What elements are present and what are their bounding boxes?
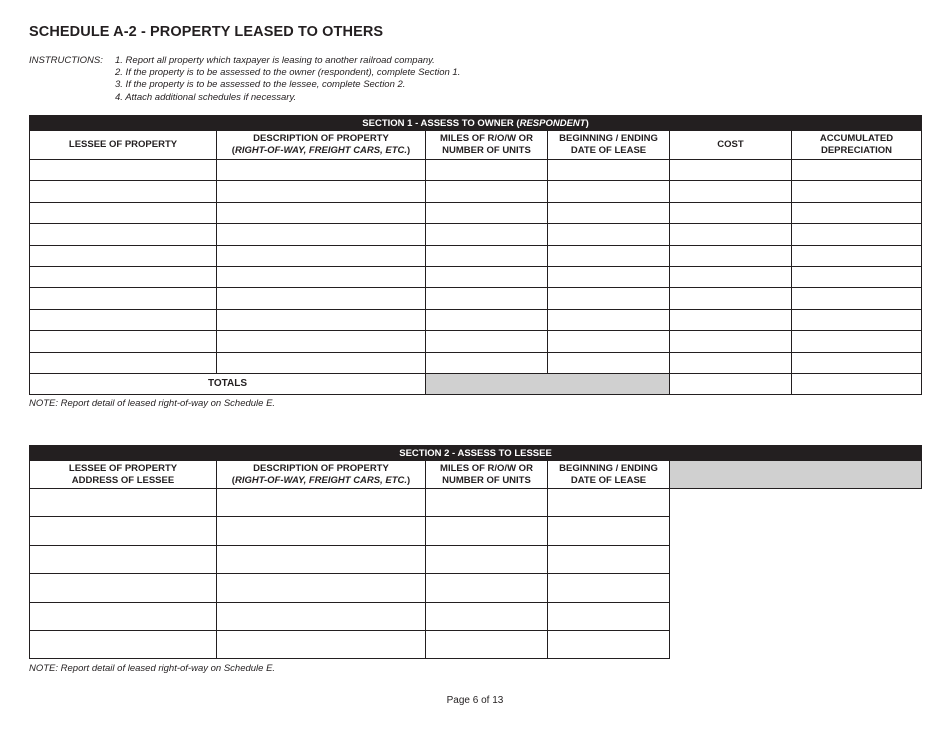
lessee-cell[interactable] [30,224,217,245]
table-row [30,266,922,287]
cost-cell[interactable] [670,288,792,309]
table-row [30,574,922,602]
table-row [30,288,922,309]
miles-cell[interactable] [426,202,548,223]
table-row [30,181,922,202]
lease-date-cell[interactable] [548,574,670,602]
depreciation-cell[interactable] [792,331,922,352]
description-cell[interactable] [217,266,426,287]
depreciation-cell[interactable] [792,202,922,223]
cost-cell[interactable] [670,309,792,330]
description-cell[interactable] [217,574,426,602]
miles-cell[interactable] [426,160,548,181]
description-cell[interactable] [217,517,426,545]
lessee-address-cell[interactable] [30,517,217,545]
instructions-list [115,55,460,104]
col-lease-date-header: BEGINNING / ENDING DATE OF LEASE [548,131,670,160]
section-2-note: NOTE: Report detail of leased right-of-way on Schedule E. [29,663,276,674]
lessee-address-cell[interactable] [30,489,217,517]
section-2-table [29,445,922,659]
description-cell[interactable] [217,181,426,202]
description-cell[interactable] [217,602,426,630]
cost-cell[interactable] [670,245,792,266]
description-cell[interactable] [217,202,426,223]
lessee-address-cell[interactable] [30,574,217,602]
instruction-item: 4. Attach additional schedules if necessary. [115,91,297,103]
lease-date-cell[interactable] [548,181,670,202]
miles-cell[interactable] [426,181,548,202]
miles-cell[interactable] [426,224,548,245]
miles-cell[interactable] [426,288,548,309]
lease-date-cell[interactable] [548,517,670,545]
depreciation-cell[interactable] [792,288,922,309]
lease-date-cell[interactable] [548,224,670,245]
description-cell[interactable] [217,352,426,373]
col-miles-header: MILES OF R/O/W OR NUMBER OF UNITS [426,131,548,160]
section-1-note: NOTE: Report detail of leased right-of-way on Schedule E. [29,398,276,409]
lessee-cell[interactable] [30,288,217,309]
miles-cell[interactable] [426,309,548,330]
cost-cell[interactable] [670,266,792,287]
section-1-title: SECTION 1 - ASSESS TO OWNER (RESPONDENT) [30,116,922,131]
cost-cell[interactable] [670,181,792,202]
table-row [30,545,922,573]
table-row [30,489,922,517]
shaded-area [670,461,922,489]
lease-date-cell[interactable] [548,630,670,658]
section-2-title: SECTION 2 - ASSESS TO LESSEE [30,446,922,461]
lease-date-cell[interactable] [548,545,670,573]
col-depreciation-header: ACCUMULATED DEPRECIATION [792,131,922,160]
table-row [30,202,922,223]
cost-total-cell[interactable] [670,373,792,394]
totals-shaded-cell [426,373,670,394]
description-cell[interactable] [217,489,426,517]
depreciation-cell[interactable] [792,224,922,245]
lease-date-cell[interactable] [548,160,670,181]
col-description-header: DESCRIPTION OF PROPERTY (RIGHT-OF-WAY, FREIGHT CARS, ETC.) [217,131,426,160]
totals-label: TOTALS [30,373,426,394]
lease-date-cell[interactable] [548,309,670,330]
depreciation-cell[interactable] [792,309,922,330]
totals-row [30,373,922,394]
lease-date-cell[interactable] [548,602,670,630]
table-row [30,602,922,630]
depreciation-cell[interactable] [792,266,922,287]
description-cell[interactable] [217,245,426,266]
col-miles-header: MILES OF R/O/W OR NUMBER OF UNITS [426,461,548,489]
page-number: Page 6 of 13 [446,695,504,706]
lease-date-cell[interactable] [548,202,670,223]
lessee-address-cell[interactable] [30,545,217,573]
lessee-cell[interactable] [30,309,217,330]
schedule-title: SCHEDULE A-2 - PROPERTY LEASED TO OTHERS [29,24,384,40]
depreciation-cell[interactable] [792,181,922,202]
depreciation-cell[interactable] [792,352,922,373]
miles-cell[interactable] [426,331,548,352]
instruction-item: 1. Report all property which taxpayer is leasing to another railroad company. [115,55,435,66]
lease-date-cell[interactable] [548,489,670,517]
col-cost-header: COST [670,131,792,160]
table-row [30,245,922,266]
lease-date-cell[interactable] [548,245,670,266]
miles-cell[interactable] [426,545,548,573]
depreciation-cell[interactable] [792,160,922,181]
lessee-cell[interactable] [30,245,217,266]
miles-cell[interactable] [426,517,548,545]
lessee-cell[interactable] [30,202,217,223]
instruction-item: 2. If the property is to be assessed to the owner (respondent), complete Section 1. [115,67,461,79]
miles-cell[interactable] [426,266,548,287]
col-lease-date-header: BEGINNING / ENDING DATE OF LEASE [548,461,670,489]
miles-cell[interactable] [426,602,548,630]
cost-cell[interactable] [670,202,792,223]
instructions-label: INSTRUCTIONS: [29,55,103,66]
table-row [30,352,922,373]
miles-cell[interactable] [426,245,548,266]
table-row [30,160,922,181]
lessee-cell[interactable] [30,181,217,202]
table-row [30,517,922,545]
description-cell[interactable] [217,331,426,352]
instruction-item: 3. If the property is to be assessed to the lessee, complete Section 2. [115,79,406,91]
description-cell[interactable] [217,160,426,181]
table-row [30,309,922,330]
depreciation-total-cell[interactable] [792,373,922,394]
lease-date-cell[interactable] [548,288,670,309]
description-cell[interactable] [217,224,426,245]
lessee-cell[interactable] [30,352,217,373]
miles-cell[interactable] [426,489,548,517]
cost-cell[interactable] [670,160,792,181]
lessee-cell[interactable] [30,160,217,181]
col-description-header: DESCRIPTION OF PROPERTY (RIGHT-OF-WAY, FREIGHT CARS, ETC.) [217,461,426,489]
table-row [30,331,922,352]
depreciation-cell[interactable] [792,245,922,266]
description-cell[interactable] [217,545,426,573]
cost-cell[interactable] [670,224,792,245]
lessee-address-cell[interactable] [30,630,217,658]
lessee-cell[interactable] [30,331,217,352]
description-cell[interactable] [217,630,426,658]
miles-cell[interactable] [426,630,548,658]
cost-cell[interactable] [670,331,792,352]
col-lessee-header: LESSEE OF PROPERTY [30,131,217,160]
lessee-address-cell[interactable] [30,602,217,630]
lease-date-cell[interactable] [548,331,670,352]
description-cell[interactable] [217,309,426,330]
miles-cell[interactable] [426,352,548,373]
miles-cell[interactable] [426,574,548,602]
col-lessee-address-header: LESSEE OF PROPERTY ADDRESS OF LESSEE [30,461,217,489]
section-1-table [29,115,922,395]
lease-date-cell[interactable] [548,352,670,373]
table-row [30,630,922,658]
lessee-cell[interactable] [30,266,217,287]
lease-date-cell[interactable] [548,266,670,287]
description-cell[interactable] [217,288,426,309]
cost-cell[interactable] [670,352,792,373]
table-row [30,224,922,245]
